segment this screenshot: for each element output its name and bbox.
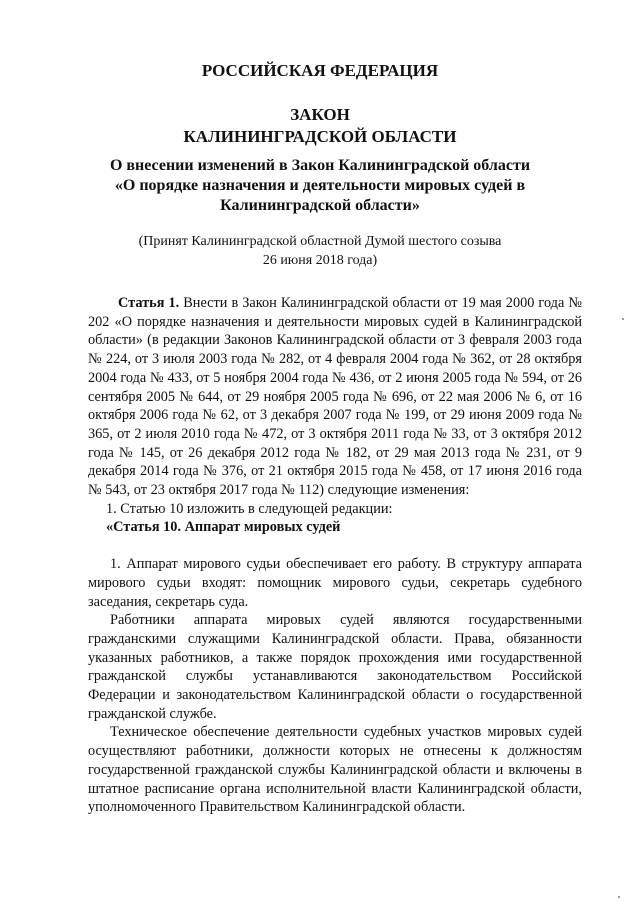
federation-heading: РОССИЙСКАЯ ФЕДЕРАЦИЯ [201,61,439,80]
spacer [88,537,582,555]
article1-text: Внести в Закон Калининградской области от 19 мая 2000 года № 202 «О порядке назначения и деятельности мировых судей в Калининградской области» (в редакции Законов Калининградской области от 3 февраля 2003 года № 224, от 3 июля 2003 года № 282, от 4 февраля 2004 года № 362, от 28 октября 2004 года № 433, от 5 ноября 2004 года № 436, от 2 июня 2005 года № 594, от 26 сентября 2005 № 644, от 29 ноября 2005 года № 696, от 22 мая 2006 № 6, от 16 октября 2006 года № 62, от 3 декабря 2007 года № 199, от 29 июня 2009 года № 365, от 2 июля 2010 года № 472, от 3 октября 2011 года № 33, от 3 октября 2012 года № 145, от 26 декабря 2012 года № 182, от 29 мая 2013 года № 231, от 9 декабря 2014 года № 376, от 21 октября 2015 года № 458, от 17 июня 2016 года № 543, от 23 октября 2017 года № 112) следующие изменения: [88,295,582,499]
law-heading-line1: ЗАКОН [290,105,350,124]
article1-paragraph [88,294,582,500]
title-line1: О внесении изменений в Закон Калининградской области [109,157,531,174]
adoption-line1: (Принят Калининградской областной Думой шестого созыва [138,234,502,249]
law-heading [0,104,640,148]
article10-paragraph1: 1. Аппарат мирового судьи обеспечивает его работу. В структуру аппарата мирового судьи входят: помощник мирового судьи, секретарь судебного заседания, секретарь суда. [88,556,582,610]
article10-paragraph3: Техническое обеспечение деятельности судебных участков мировых судей осуществляют работники, должности которых не отнесены к должностям государственной гражданской службы Калининградской области и включены в штатное расписание органа исполнительной власти Калининградской области, уполномоченного Правительством Калининградской области. [88,724,582,816]
title-line2: «О порядке назначения и деятельности мировых судей в [114,177,526,194]
article10-paragraph2: Работники аппарата мировых судей являются государственными гражданскими служащими Калининградской области. Права, обязанности указанных работников, а также порядок прохождения ими государственной гражданской службы устанавливаются законодательством Российской Федерации и законодательством Калининградской области о государственной гражданской службе. [88,612,582,722]
document-body [88,294,582,817]
article1-label: Статья 1. [118,295,180,311]
adoption-note [60,232,580,270]
amendment-item1: 1. Статью 10 изложить в следующей редакции: [106,500,393,517]
scan-speck [618,896,620,898]
adoption-line2: 26 июня 2018 года) [262,253,378,268]
title-line3: Калининградской области» [220,197,420,214]
law-heading-line2: КАЛИНИНГРАДСКОЙ ОБЛАСТИ [183,127,457,146]
scan-speck [622,318,624,320]
article10-heading: «Статья 10. Аппарат мировых судей [106,519,341,536]
document-title [60,156,580,216]
